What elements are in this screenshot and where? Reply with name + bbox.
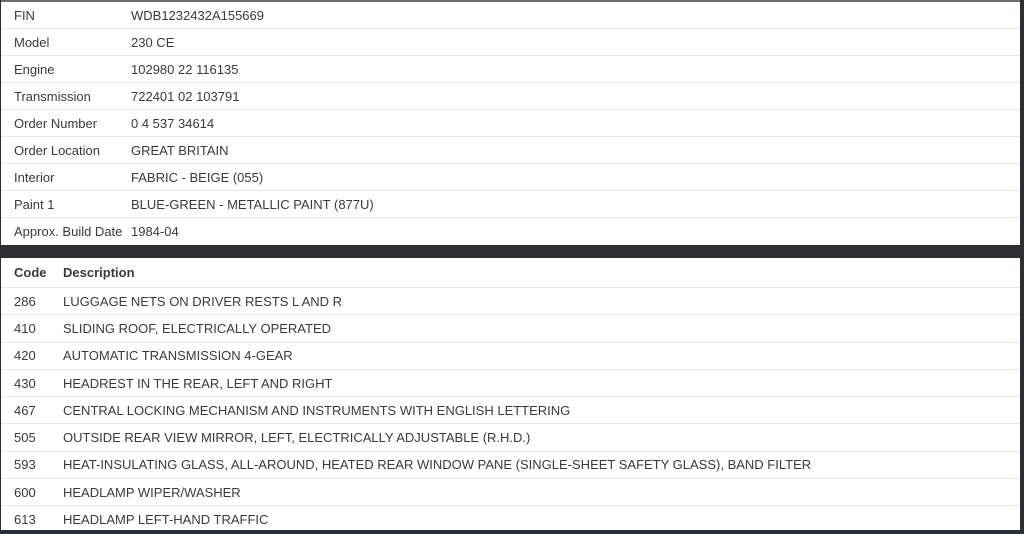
vehicle-info-row	[1, 164, 1020, 191]
option-code-row	[1, 424, 1020, 451]
option-code: 420	[1, 343, 63, 370]
vehicle-info-label: Order Location	[1, 137, 131, 164]
option-code-row	[1, 479, 1020, 506]
vehicle-info-label: FIN	[1, 2, 131, 29]
vehicle-info-row	[1, 83, 1020, 110]
option-code: 505	[1, 424, 63, 451]
option-code: 593	[1, 452, 63, 479]
description-column-header: Description	[63, 258, 1020, 288]
vehicle-info-value: BLUE-GREEN - METALLIC PAINT (877U)	[131, 191, 1020, 218]
vehicle-info-value: 722401 02 103791	[131, 83, 1020, 110]
option-code-row	[1, 452, 1020, 479]
option-code: 286	[1, 288, 63, 315]
vehicle-info-row	[1, 110, 1020, 137]
vehicle-info-row	[1, 137, 1020, 164]
option-code-row	[1, 370, 1020, 397]
option-code-row	[1, 288, 1020, 315]
vehicle-info-row	[1, 191, 1020, 218]
vehicle-info-value: 230 CE	[131, 29, 1020, 56]
option-description: HEADLAMP WIPER/WASHER	[63, 479, 1020, 506]
option-code-row	[1, 343, 1020, 370]
vehicle-info-value: FABRIC - BEIGE (055)	[131, 164, 1020, 191]
vehicle-info-row	[1, 2, 1020, 29]
option-code-row	[1, 397, 1020, 424]
option-description: AUTOMATIC TRANSMISSION 4-GEAR	[63, 343, 1020, 370]
vehicle-info-value: GREAT BRITAIN	[131, 137, 1020, 164]
option-codes-header-row	[1, 258, 1020, 288]
option-description: HEADLAMP LEFT-HAND TRAFFIC	[63, 506, 1020, 530]
table-separator	[1, 245, 1020, 258]
option-description: CENTRAL LOCKING MECHANISM AND INSTRUMENTS WITH ENGLISH LETTERING	[63, 397, 1020, 424]
option-description: HEAT-INSULATING GLASS, ALL-AROUND, HEATED REAR WINDOW PANE (SINGLE-SHEET SAFETY GLASS), BAND FILTER	[63, 452, 1020, 479]
option-code-row	[1, 506, 1020, 530]
vehicle-info-label: Transmission	[1, 83, 131, 110]
vehicle-info-label: Paint 1	[1, 191, 131, 218]
vehicle-info-label: Model	[1, 29, 131, 56]
vehicle-info-value: 1984-04	[131, 223, 179, 239]
option-description: OUTSIDE REAR VIEW MIRROR, LEFT, ELECTRICALLY ADJUSTABLE (R.H.D.)	[63, 424, 1020, 451]
vehicle-info-value: WDB1232432A155669	[131, 2, 1020, 29]
option-code: 600	[1, 479, 63, 506]
option-code-row	[1, 315, 1020, 342]
option-description: LUGGAGE NETS ON DRIVER RESTS L AND R	[63, 288, 1020, 315]
option-code: 410	[1, 315, 63, 342]
vehicle-info-row	[1, 218, 1020, 245]
vehicle-info-label: Interior	[1, 164, 131, 191]
vehicle-info-row	[1, 29, 1020, 56]
option-codes-table	[1, 258, 1020, 530]
content-frame	[1, 0, 1020, 530]
code-column-header: Code	[1, 258, 63, 288]
vehicle-info-label: Order Number	[1, 110, 131, 137]
vehicle-info-label: Approx. Build Date	[14, 223, 123, 239]
vehicle-info-row	[1, 56, 1020, 83]
option-description: SLIDING ROOF, ELECTRICALLY OPERATED	[63, 315, 1020, 342]
option-code: 430	[1, 370, 63, 397]
vehicle-info-table	[1, 2, 1020, 245]
vehicle-info-value: 0 4 537 34614	[131, 110, 1020, 137]
option-code: 467	[1, 397, 63, 424]
vehicle-info-value: 102980 22 116135	[131, 56, 1020, 83]
vehicle-info-label: Engine	[1, 56, 131, 83]
option-description: HEADREST IN THE REAR, LEFT AND RIGHT	[63, 370, 1020, 397]
option-code: 613	[1, 506, 63, 530]
